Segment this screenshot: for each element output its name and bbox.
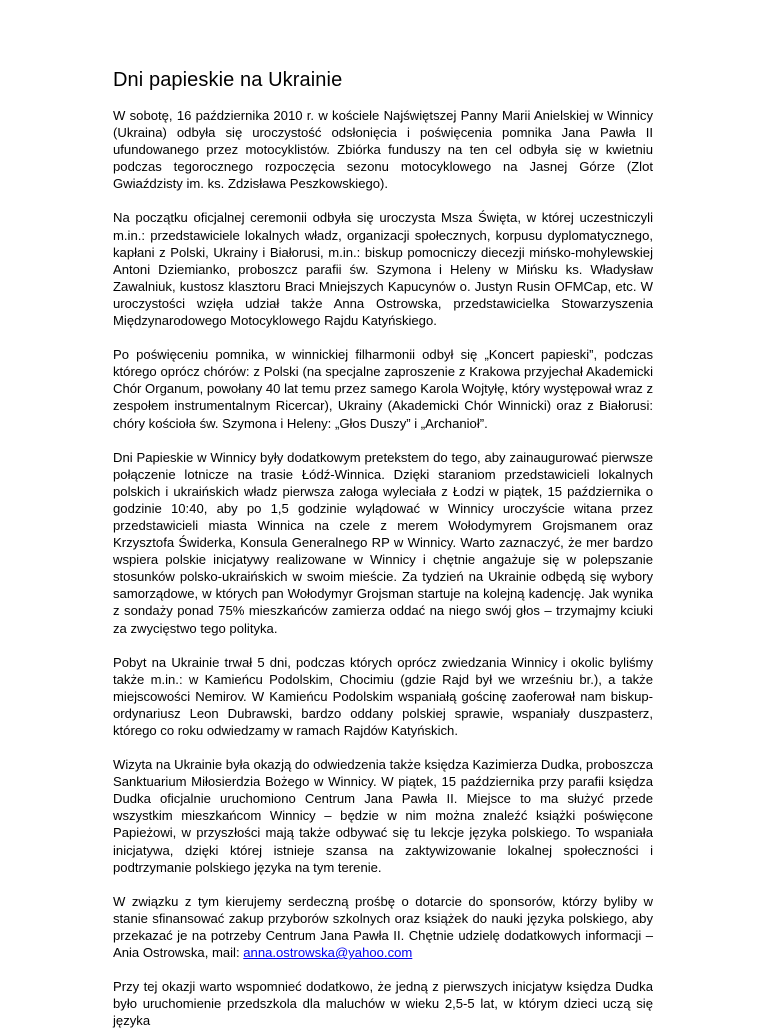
paragraph-sponsors [113,893,653,961]
email-link[interactable]: anna.ostrowska@yahoo.com [243,945,413,961]
paragraph-unveiling: W sobotę, 16 października 2010 r. w kościele Najświętszej Panny Marii Anielskiej w Winnicy (Ukraina) odbyła się uroczystość odsłonięcia i poświęcenia pomnika Jana Pawła II ufundowanego przez motocyklistów. Zbiórka funduszy na ten cel odbyła się w kwietniu podczas tegorocznego rozpoczęcia sezonu motocyklowego na Jasnej Górze (Zlot Gwiaździsty im. ks. Zdzisława Peszkowskiego). [113,108,653,192]
paragraph-visit: Wizyta na Ukrainie była okazją do odwiedzenia także księdza Kazimierza Dudka, proboszcza Sanktuarium Miłosierdzia Bożego w Winnicy. W piątek, 15 października przy parafii księdza Dudka oficjalnie uruchomiono Centrum Jana Pawła II. Miejsce to ma służyć przede wszystkim mieszkańcom Winnicy – będzie w nim można znaleźć książki poświęcone Papieżowi, w przyszłości mają także odbywać się tu lekcje języka polskiego. To wspaniała inicjatywa, dzięki której istnieje szansa na zaktywizowanie lokalnej społeczności i podtrzymanie polskiego języka na tym terenie. [113,757,654,875]
document-page [113,68,653,1029]
paragraph-flight: Dni Papieskie w Winnicy były dodatkowym pretekstem do tego, aby zainaugurować pierwsze połączenie lotnicze na trasie Łódź-Winnica. Dzięki staraniom przedstawicieli lokalnych polskich i ukraińskich władz pierwsza załoga wyleciała z Łodzi w piątek, 15 października o godzinie 10:40, aby po 1,5 godzinie wylądować w Winnicy uroczyście witana przez przedstawicieli miasta Winnica na czele z merem Wołodymyrem Grojsmanem oraz Krzysztofa Świderka, Konsula Generalnego RP w Winnicy. Warto zaznaczyć, że mer bardzo wspiera polskie inicjatywy realizowane w Winnicy i chętnie angażuje się w polepszanie stosunków polsko-ukraińskich w swoim mieście. Za tydzień na Ukrainie odbędą się wybory samorządowe, w których pan Wołodymyr Grojsman startuje na kolejną kadencję. Jak wynika z sondaży ponad 75% mieszkańców zamierza oddać na niego swój głos – trzymajmy kciuki za zwycięstwo tego polityka. [113,449,653,636]
sponsor-text: W związku z tym kierujemy serdeczną prośbę o dotarcie do sponsorów, którzy byliby w stanie sfinansować zakup przyborów szkolnych oraz książek do nauki języka polskiego, aby przekazać je na potrzeby Centrum Jana Pawła II. Chętnie udzielę dodatkowych informacji – Ania Ostrowska, mail: [113,893,653,961]
paragraph-kindergarten: Przy tej okazji warto wspomnieć dodatkowo, że jedną z pierwszych inicjatyw księdza Dudka było uruchomienie przedszkola dla maluchów w wieku 2,5-5 lat, w którym dzieci uczą się języka [113,979,653,1029]
document-title: Dni papieskie na Ukrainie [113,69,343,91]
paragraph-stay: Pobyt na Ukrainie trwał 5 dni, podczas których oprócz zwiedzania Winnicy i okolic byliśmy także m.in.: w Kamieńcu Podolskim, Chocimiu (gdzie Rajd był we wrześniu br.), a także miejscowości Nemirov. W Kamieńcu Podolskim wspaniałą gościnę zaoferował nam biskup-ordynariusz Leon Dubrawski, bardzo oddany polskiej sprawie, wspaniały duszpasterz, którego co roku odwiedzamy w ramach Rajdów Katyńskich. [113,654,653,738]
paragraph-concert: Po poświęceniu pomnika, w winnickiej filharmonii odbył się „Koncert papieski”, podczas którego oprócz chórów: z Polski (na specjalne zaproszenie z Krakowa przyjechał Akademicki Chór Organum, powołany 40 lat temu przez samego Karola Wojtyłę, który występował wraz z zespołem instrumentalnym Ricercar), Ukrainy (Akademicki Chór Winnicki) oraz z Białorusi: chóry kościoła św. Szymona i Heleny: „Głos Duszy” i „Archanioł”. [113,347,653,431]
paragraph-ceremony: Na początku oficjalnej ceremonii odbyła się uroczysta Msza Święta, w której uczestniczyli m.in.: przedstawiciele lokalnych władz, organizacji społecznych, korpusu dyplomatycznego, kapłani z Polski, Ukrainy i Białorusi, m.in.: biskup pomocniczy diecezji mińsko-mohylewskiej Antoni Dziemianko, proboszcz parafii św. Szymona i Heleny w Mińsku ks. Władysław Zawalniuk, kustosz klasztoru Braci Mniejszych Kapucynów o. Justyn Rusin OFMCap, etc. W uroczystości wzięła udział także Anna Ostrowska, przedstawicielka Stowarzyszenia Międzynarodowego Motocyklowego Rajdu Katyńskiego. [113,210,653,329]
